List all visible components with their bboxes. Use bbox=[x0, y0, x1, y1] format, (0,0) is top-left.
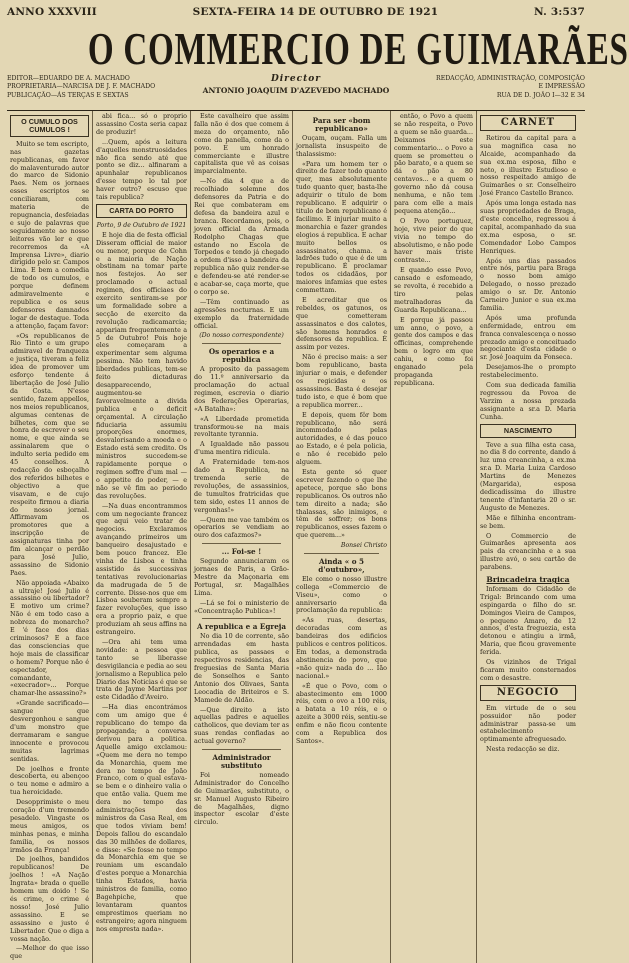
issue-line bbox=[7, 6, 585, 20]
article-heading: Brincadeira tragica bbox=[486, 575, 570, 585]
article-heading: Administrador substituto bbox=[212, 753, 271, 770]
paragraph: «Grande sacrificado—sangue que desvergonhou e sangue d'um monstro que derramaram e sangue innocente e provocou muitas lagrimas sentidas. bbox=[10, 699, 89, 763]
paragraph: Muito se tem escripto, nas gazetas republicanas, em favor do malaventurado autor do marco de Sidonio Paes. Nem os jornaes esses escriptos se conciliaram, com materia de repugnancia, desfeiadas e sujo de palavras que seguidamente ao nosso leitores vão ler e que recorremos da «A Imprensa Livre», diario dirigido pelo sr. Campos Lima. E bem a comedia de todo os cumulos, e porque definem admiravelmente e republica e os seus defensores damnados logar de destaque. Toda a attenção, façam favor: bbox=[10, 139, 90, 330]
paragraph: A proposito da passagem do 11.º anniversario da proclamação do actual regimen, escrevia o diario dos Federações Operarias, «A Batalha»: bbox=[194, 365, 289, 413]
paragraph: Ele como o nosso illustre collega «Commercio de Viseu», como o anniversario da proclamação da republica: bbox=[296, 574, 387, 615]
paragraph: então, o Povo a quem se não respeita, o Povo a quem se não guarda... Deixamos este commentario... o Povo a quem se prometteu o pão barato, e a quem se dá o pão a 80 centavos... e a quem o governo não dá cousa nenhuma, e não tem para com elle a mais pequena atenção... bbox=[394, 112, 473, 215]
paragraph: Não é preciso mais: a ser bom republicano, basta injuriar o mais, e defender os regicidas e os assassinos. Basta é desejar tudo isto, e que é bom que a republica morrer... bbox=[296, 353, 387, 409]
article-heading: O CUMULO DOS CUMULOS ! bbox=[10, 115, 89, 137]
director-label: Director bbox=[270, 74, 322, 84]
paragraph: Informam do Cidadão de Trigal: Brincando com uma espingarda o filho do sr. Domingos Vieira de Campos, o pequeno Amaro, de 12 annos, d'esta freguezia, esta detonou e atingiu a irmã, Maria, que ficou gravemente ferida. bbox=[480, 584, 576, 657]
signature: Bonsei Christo bbox=[340, 542, 387, 550]
article-heading: Para ser «bom republicano» bbox=[312, 116, 371, 133]
article-heading: Os operarios e a republica bbox=[208, 347, 275, 365]
paragraph: Esta gente só quer escrever fazendo o que lhe apetece, porque são bons republicanos. Os outros não tem direito a nada; são thalassas, são inimigos, e têm de soffrer; os bons republicanos, esses fazem o que querem...» bbox=[296, 467, 387, 540]
paragraph: E quando esse Povo, cansado e esfomeado, se revolta, é recebido a tiro pelas metralhadoras da Guarda Republicana... bbox=[394, 266, 473, 314]
paragraph: O Commercio de Guimarães apresenta aos pais da creancinha e a sua illustre avó, o seu cartão de parabens. bbox=[480, 531, 576, 572]
paragraph: «É que o Povo, com o abastecimento em 1000 réis, com o ovo a 100 réis, a batata a 10 réis, e o azeite a 3000 réis, sentiu-se enfim e não ficou contente com a Republica dos Santos». bbox=[296, 681, 387, 745]
paragraph: —Que direito a isto aquellas padres e aquelles catholicos, que deviam ter as suas rendas confiadas ao actual governo? bbox=[194, 705, 289, 746]
masthead-left bbox=[7, 75, 167, 109]
masthead-right bbox=[425, 75, 585, 109]
paragraph: A Igualdade não passou d'uma mentira ridicula. bbox=[194, 440, 289, 457]
paragraph: Em virtude de o seu possuidor não poder administrar passa-se um estabelecimento optimamente afreguesado. bbox=[480, 703, 576, 744]
paragraph: Após uns dias passados entre nós, partiu para Braga o nosso bom amigo Delegado, o nosso prezado amigo o sr. Dr. Antonio Carneiro Junior e sua ex.ma familia. bbox=[480, 256, 576, 312]
issue-number: N. 3:537 bbox=[534, 6, 585, 18]
paragraph: Este cavalheiro que assim falla não é dos que comem á meza do orçamento, não come da panella, come da o povo. E um honrado commerciante e illustre capitalista que vê as coisas imparcialmente. bbox=[194, 112, 289, 176]
paragraph: A Fraternidade tem-nos dado a Republica, na tremenda serie de revoluções, de assassinios, de tumultos fratricidas que tem sido, estes 11 annos de vergonhas!» bbox=[194, 458, 289, 514]
paragraph: —Na duas encontrammos com um negociante francez que aqui veio tratar de negocios. Exclaramos avançando primeiros um banqueiro desajustado e bem pouco francez. Ele vinha de Lisboa e tinha assistido ás successivas tentativas revolucionarias da madrugada de 5 de corrente. Disse-nos que em Lisboa souberam sempre a fazer revoluções, que isso era a proprio paiz, e que produziam ah seus affins na estrangeiro. bbox=[96, 501, 187, 637]
paragraph: abi fica... só o proprio assassino Costa seria capaz de produzir! bbox=[96, 112, 187, 136]
paragraph: Nesta redacção se diz. bbox=[486, 745, 560, 754]
masthead-center bbox=[203, 75, 390, 109]
paragraph: «As ruas, desertas, decoradas com as bandeiras dos edificios publicos e centros politicos. Em todas, a demonstrada abstinencia do povo, que «não quiz» nada do ... Ião nacional.» bbox=[296, 616, 387, 680]
issue-year: ANNO XXXVIII bbox=[7, 6, 97, 18]
masthead-editor: EDITOR—EDUARDO DE A. MACHADO bbox=[7, 75, 130, 82]
paragraph: E acreditar que os rebeldes, os gatunos, os que cometteram assassinatos e dos calotes, são homens honrados e defensores da republica. É assim por vezes. bbox=[296, 295, 387, 352]
paragraph: ...Quem, após a leitura d'aquelles monstruosidades não fica sendo até que ponto se diz... alfinaram a apunhalar republicanos d'esse tempo lo tal por haver outro? escuso que tais republica? bbox=[96, 137, 187, 202]
column-3 bbox=[191, 111, 293, 963]
paragraph: Desejamos-lhe o prompto restabelecimento. bbox=[480, 363, 576, 380]
paragraph: Após uma longa estada nas suas propriedades de Braga, d'este concelho, regressou á capital, acompanhado da sua ex.ma esposa, o sr. Comendador Lobo Campos Henriques. bbox=[480, 199, 576, 255]
masthead-publication: PUBLICAÇÃO—ÁS TERÇAS E SEXTAS bbox=[7, 91, 129, 99]
issue-date: SEXTA-FEIRA 14 DE OUTUBRO DE 1921 bbox=[192, 6, 439, 18]
paragraph: Os vizinhos de Trigal ficaram muito consternados com o desastre. bbox=[480, 658, 576, 682]
masthead-printing: E IMPRESSÃO bbox=[538, 83, 585, 91]
paragraph: —Quem me vae também os operarios se vendiam ao ouro dos cafazmos?» bbox=[194, 515, 289, 540]
paragraph: —Ora ahi tem uma novidade: a pessoa que tanto se liberasse desvigilancia e pedia ao seu jornalismo a Republica pelo Diario das Noticias é que se trata de Jayme Martins por este Cidadão d'Aveiro. bbox=[96, 638, 187, 702]
paragraph: O Povo portuguez, hoje, vive peior do que vivia no tempo do absolutismo, e não pode haver mais triste contraste... bbox=[394, 216, 473, 265]
section-heading-negocio: NEGOCIO bbox=[480, 685, 576, 701]
masthead-address: RUA DE D. JOÃO I—32 E 34 bbox=[496, 91, 585, 99]
article-heading: CARTA DO PORTO bbox=[96, 204, 187, 218]
separator bbox=[202, 618, 281, 619]
paragraph: Mãe e filhinha encontram-se bem. bbox=[480, 513, 576, 530]
paragraph: —Lá se foi o ministerio de «Concentração Publica»! bbox=[194, 598, 289, 615]
separator bbox=[202, 749, 281, 750]
article-heading: ... Foi-se ! bbox=[221, 547, 262, 557]
masthead-owner: PROPRIETARIA—NARCISA DE J. F. MACHADO bbox=[7, 83, 156, 91]
paragraph: «A Liberdade prometida transformou-se na mais revoltante tyrannia. bbox=[194, 414, 289, 439]
separator bbox=[202, 343, 281, 344]
masthead-office: REDACÇÃO, ADMINISTRAÇÃO, COMPOSIÇÃO bbox=[436, 75, 585, 82]
paragraph: No dia 10 de corrente, são arrendadas em hasta publica, as passaes e respectivos residencias, das freguesias de Santa Maria de Sonselhos e Santo Antonio dos Olivaes, Santa Leocadia de Briteiros e S. Mamede de Aldão. bbox=[194, 632, 289, 704]
section-heading-nascimento: NASCIMENTO bbox=[480, 424, 576, 438]
newspaper-title: O COMMERCIO DE GUIMARÃES bbox=[87, 23, 629, 74]
separator bbox=[304, 553, 379, 554]
column-1 bbox=[7, 111, 93, 963]
paragraph: Segundo annunciaram os jornaes de Paris, a Grão-Mestre da Maçonaria em Portugal, sr. Magalhães Lima. bbox=[194, 557, 289, 597]
section-heading-carnet: CARNET bbox=[480, 115, 576, 131]
dateline: Porto, 9 de Outubro de 1921 bbox=[96, 221, 187, 229]
paragraph: Teve a sua filha esta casa, no dia 8 do corrente, dando á luz uma creancinha, a ex.ma sr.a D. Maria Luiza Cardoso Martins de Menezes (Margarida), esposa dedicadissima do illustre tenente d'infantaria 20 o sr. Augusto de Menezes. bbox=[480, 440, 576, 512]
paragraph: De joelhos, bandidos republicanos! De joelhos ! «A Nação Ingrata» brada o quelle homem um doido ! Se és crime, o crime é nosso! José Julio assassino. E se assassino e justo é Libertador. Que o diga a vossa nação. bbox=[10, 855, 89, 943]
article-heading: A republica e a Egreja bbox=[196, 622, 287, 632]
paragraph: Não appoiada «Abaixo a ultraje! José Julio é assassino ou libertador? E motivo um crime? Não é em todo caso a nobreza do monarcho? E 'é face dos dias criminosos? E a face das consciencias que hoje mais de classificar o homem? Porque não é espectador, comandante, «execrador»... Porque chamar-lhe assassino?» bbox=[10, 578, 89, 698]
masthead bbox=[7, 75, 585, 109]
column-6 bbox=[477, 111, 579, 963]
paragraph: Desopprimiste o meu coração d'um tremendo pesadelo. Vingaste os meus amigos, os minhas penas, e minha familia, os nossos irmãos da França! bbox=[10, 798, 89, 854]
paragraph: De joelhos e fronte descoberta, eu abençoo o teu nome e admiro a tua heroicidade. bbox=[10, 764, 89, 797]
paragraph: E porque já passou um anno, o povo, a gente dos campos e das officinas, comprehende bem o logro em que cahiu, e como foi enganado pela propaganda republicana. bbox=[394, 315, 473, 387]
paragraph: «Para um homem ter o direito de fazer todo quanto quer, mas absolutamente tudo quanto quer, basta-lhe adquirir o titulo de bom republicano. E adquirir o titulo de bom republicano é facilimo. E injuriar muito a monarchia e fazer grandes elogios á republica. E achar muito bellos os assassinatos, chama. a ladrões tudo o que é de um republicano. É proclamar todos os cidadãos, por maiores infamias que estes commettam. bbox=[296, 159, 387, 295]
paragraph: Com sua dedicada familia regressou da Povoa de Varzim a nossa prezada assignante a sr.a D. Maria Cunha. bbox=[480, 381, 576, 421]
paragraph: Foi nomeado Administrador do Concelho de Guimarães, substituto, o sr. Manuel Augusto Ribeiro de Magalhães, digno inspector escolar d'este circulo. bbox=[194, 770, 289, 827]
dateline: (Do nosso correspondente) bbox=[199, 332, 284, 340]
paragraph: Após uma profunda enfermidade, entrou em franca convalescença o nosso prezado amigo e conceituado negociante d'esta cidade o sr. José Joaquim da Fonseca. bbox=[480, 313, 576, 362]
paragraph: «Os republicanos de Rio Tinto e um grupo admiravel de franqueza e justiça, tiveram a feliz idea de promover um esforço tendente á libertação de José Julio da Costa. N'esse sentido, fazem appellos, nos meios republicanos, algumas centenas de bilhetes, com que se honra de escrever o seu nome, e que ainda se assinalarem que o indulto seria pedido em 45 conselhos. A redacção do esboçalho dos referidos bilhetes e objectivo a que visavam, e de cujo respeito firmou a diaria do nosso jornal. Affirmavam os promotores que a inscripção de assignaturas tinha por fim alcançar o perdão para José Julio, assassino de Sidonio Paes. bbox=[10, 331, 89, 577]
paragraph: E hoje dia de festa official Disseram official de maior ou menor, porque de Cohn e a maioria de Nação obstinam na tomar parte nos festejos. Ao ser proclamado o actual regimen, dos officiaes do exercito sentiram-se por um formalidade sobre a secção de exercito da revolução radicamarcia; appariam frequentemente a 5 de Outubro! Pois hoje eles começaram a experimentar sem alguma pessima. Não tem havido liberdades publicas, tem-se feito dictaduras desapparecendo, augmentou-se favoravelmente a divida publica e o deficit orçamental. A circulação fiduciaria assumiu proporções enormes, desvalorisando a moeda e o Estado está sem credito. Os ministros succedem-se rapidamente porque o regimen soffre d'um mal —o appetite do poder, — e não se vê fim ao periodo das revoluções. bbox=[96, 230, 187, 500]
column-2 bbox=[93, 111, 191, 963]
separator bbox=[202, 543, 281, 544]
director-name: ANTONIO JOAQUIM D'AZEVEDO MACHADO bbox=[202, 86, 390, 96]
paragraph: —Melhor do que isso que bbox=[10, 944, 89, 961]
column-4 bbox=[293, 111, 391, 963]
columns bbox=[7, 111, 585, 961]
paragraph: —No dia 4 que a de recolhiado solemne dos defensores da Patria e do Rei que combateram em defesa da bandeira azul e branca. Recordamos, pois, o joven official da Armada Rodolpho Chagas que estando no Escola de Torpedos e tendo já chegado a ordem d'isso a bandeira da republica não quiz render-se e defendeu-se até render-se e acabar-se, caça morte, que o corpo se. bbox=[194, 177, 289, 296]
paragraph: E depois, quem fôr bom republicano, não será incommodado pelas autoridades, e é das pouco ao Estado, e é pela policia, e não é recebido pelo alguem. bbox=[296, 410, 387, 467]
paragraph: Ouçam, ouçam. Falla um jornalista insuspeito de thalassismo: bbox=[296, 133, 387, 158]
article-heading: Ainda « o 5 d'outubro», bbox=[318, 557, 365, 574]
paragraph: —Têm continuado as agressões nocturnas. E um exemplo da fraternidade official. bbox=[194, 297, 289, 330]
column-5 bbox=[391, 111, 477, 963]
paragraph: —Ha dias encontrámos com um amigo que é republicano do tempo da propaganda; a conversa derivou para a politica. Aquelle amigo exclamou: «Quem me dera no tempo da Monarchia, quem me dera no tempo de João Franco, com o qual estava-se bem e o dinheiro valia o que então valia. Quem me dera no tempo das administrações dos ministros da Casa Real, em que todos viviam bem! Depois fallou do escandalo das 30 milhões de dollares, e disse: «Se fosse no tempo da Monarchia em que se reuniam um escandalo d'estes porque a Monarchia tinha Estados, havia ministros de familia, como Bagehpiche, que levantaram quantos emprestimos queriam no estrangeiro; agora ninguem nos empresta nada». bbox=[96, 703, 187, 933]
paragraph: Retirou da capital para a sua magnifica casa no Alcaide, acompanhado da sua ex.ma esposa, filho e neto, o illustre Estudioso e nosso respeitado amigo de Guimarães o sr. Conselheiro José Franco Castello Branco. bbox=[480, 133, 576, 198]
